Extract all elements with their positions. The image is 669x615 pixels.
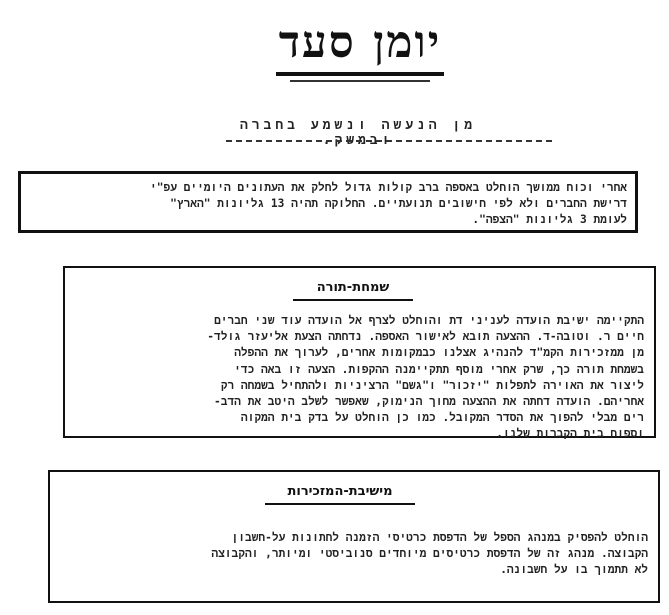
body-line: אחריהם. הועדה דחתה את ההצעה מחוך הנימוק, שאפשר לשלב היטב את הדב- (214, 395, 644, 409)
body-line: מן ממזכירות הקמ"ד להנהיג אצלנו כבמקומות אחרים, לערוך את ההפלה (234, 346, 644, 360)
body-line: הוחלט להפסיק במנהג הספל של הדפסת כרטיסי הזמנה לחתונות על-חשבון (231, 531, 648, 544)
section-title: שמחת-תורה (316, 280, 390, 295)
notice-line: לעומת 3 גליונות "הצפה". (472, 213, 627, 226)
masthead-underline (276, 72, 444, 76)
body-line: רים מבלי להפוך את הסדר המקובל. כמו כן הוחלט על בדק בית המקוה (240, 411, 644, 425)
notice-line: אחרי וכוח ממושך הוחלט באספה ברב קולות גדול לחלק את העתונים היומיים עפ"י (150, 181, 627, 194)
body-line: הקבוצה. מנהג זה של הדפסת כרטיסים מיוחדים סנוביסטי ומיותר, והקבוצה (211, 547, 648, 561)
section-secretariat-meeting (48, 470, 660, 603)
notice-text (32, 180, 627, 228)
body-line: ליצור את האוירה לתפלות "יזכור" ו"גשם" הרציניות ולהתחיל בשמחה רק (220, 378, 644, 392)
masthead-underline-secondary (290, 80, 430, 82)
section-body (84, 313, 644, 443)
section-title: מישיבת-המזכירות (287, 484, 393, 499)
section-title-underline (265, 503, 415, 505)
page-subtitle: מן הנעשה ונשמע בחברה ובמשק. (239, 118, 477, 148)
body-line: התקיימה ישיבת הועדה לעניני דת והוחלט לצרף אל הועדה עוד שני חברים (214, 314, 644, 327)
body-line: בשמחת תורה כך, שרק אחרי מוסף תתקיימנה ההקפות. הצעה זו באה כדי (234, 362, 644, 376)
body-line: חיים ר. וטובה-ד. ההצעה תובא לאישור האספה. נדחתה הצעת אליעזר גולד- (207, 330, 644, 344)
body-line: לא תתמוך בו על חשבונה. (500, 563, 648, 577)
body-line: וספוח בית הקברות שלנו. (496, 427, 644, 441)
notice-line: דרישת החברים ולא לפי חישובים תנועתיים. החלוקה תהיה 13 גליונות "הארץ" (170, 197, 627, 210)
subtitle-underline (226, 140, 552, 142)
section-body (63, 530, 648, 579)
section-title-underline (293, 299, 413, 301)
masthead-title: יומן סעד (278, 17, 442, 68)
notice-box (18, 171, 638, 233)
section-simchat-torah (63, 266, 656, 441)
